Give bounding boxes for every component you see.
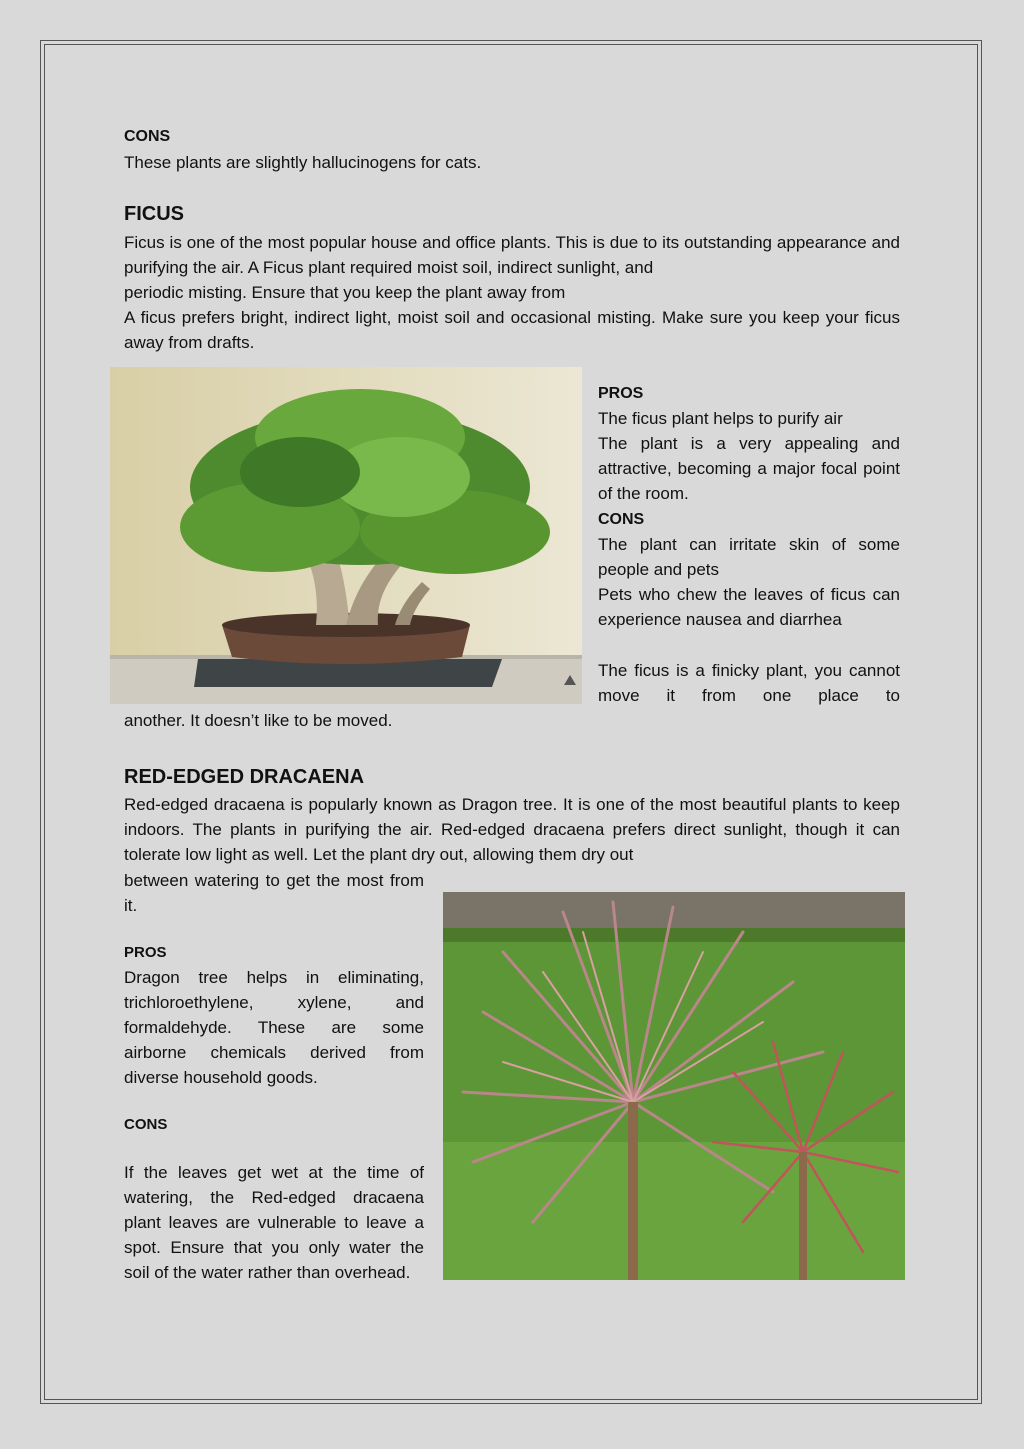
ficus-cons-item-2: Pets who chew the leaves of ficus can experience nausea and diarrhea xyxy=(598,585,900,629)
ficus-pros-item-2: The plant is a very appealing and attractive, becoming a major focal point of the room. xyxy=(598,434,900,503)
dracaena-paragraph: Red-edged dracaena is popularly known as Dragon tree. It is one of the most beautiful plants to keep indoors. The plants in purifying the air. Red-edged dracaena prefers direct sunlight, though it can tolerate low light as well. Let the plant dry out, allowing them dry out xyxy=(124,795,900,864)
ficus-cons-label: CONS xyxy=(598,511,645,528)
bonsai-illustration xyxy=(110,367,582,704)
ficus-paragraph-2: A ficus prefers bright, indirect light, moist soil and occasional misting. Make sure you keep your ficus away from drafts. xyxy=(124,308,900,352)
dracaena-photo xyxy=(443,892,905,1280)
dracaena-pros-text: Dragon tree helps in eliminating, trichloroethylene, xylene, and formaldehyde. These are some airborne chemicals derived from diverse household goods. xyxy=(124,968,424,1087)
ficus-paragraph-1b: periodic misting. Ensure that you keep the plant away from xyxy=(124,283,566,302)
ficus-paragraph-1a: Ficus is one of the most popular house and office plants. This is due to its outstanding appearance and purifying the air. A Ficus plant required moist soil, indirect sunlight, and xyxy=(124,233,900,277)
dracaena-heading: RED-EDGED DRACAENA xyxy=(124,766,365,788)
dracaena-cons-text: If the leaves get wet at the time of watering, the Red-edged dracaena plant leaves are vulnerable to leave a spot. Ensure that you only water the soil of the water rather than overhead. xyxy=(124,1163,424,1282)
ficus-cons-item-3: The ficus is a finicky plant, you cannot move it from one place to xyxy=(598,661,900,705)
intro-cons-text: These plants are slightly hallucinogens for cats. xyxy=(124,153,482,172)
ficus-pros-item-1: The ficus plant helps to purify air xyxy=(598,409,843,428)
ficus-bonsai-photo xyxy=(110,367,582,704)
dracaena-cons-label: CONS xyxy=(124,1116,168,1133)
intro-cons-label: CONS xyxy=(124,128,171,145)
dracaena-paragraph-continued: between watering to get the most from it. xyxy=(124,871,424,915)
ficus-pros-label: PROS xyxy=(598,385,644,402)
dracaena-pros-label: PROS xyxy=(124,944,167,961)
ficus-cons-item-1: The plant can irritate skin of some people and pets xyxy=(598,535,900,579)
ficus-heading: FICUS xyxy=(124,203,184,225)
ficus-cons-item-3-continued: another. It doesn’t like to be moved. xyxy=(124,711,393,730)
dracaena-illustration xyxy=(443,892,905,1280)
